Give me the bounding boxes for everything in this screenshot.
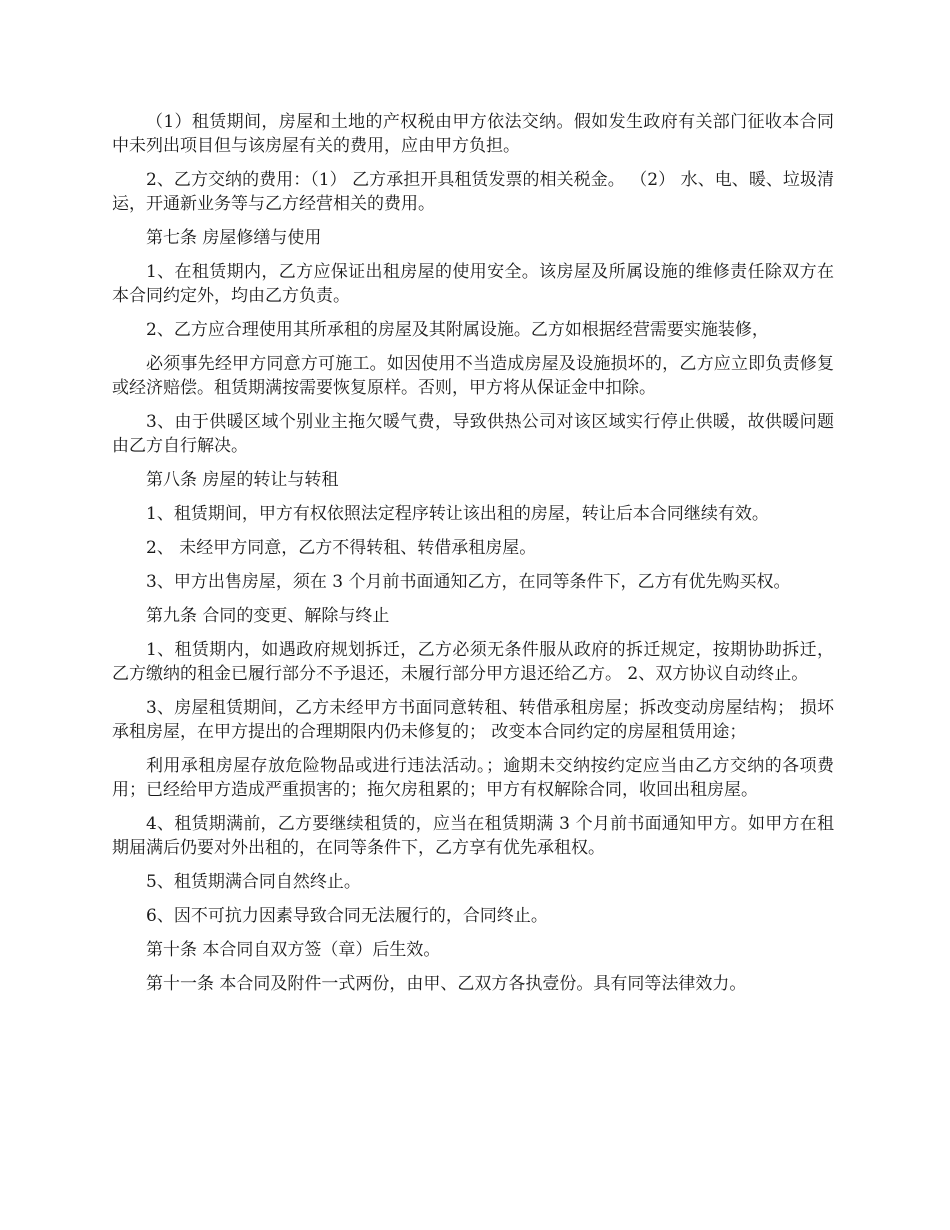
article-11-heading: 第十一条 本合同及附件一式两份，由甲、乙双方各执壹份。具有同等法律效力。 — [146, 974, 747, 994]
paragraph-article-8-item-3: 3、甲方出售房屋，须在 3 个月前书面通知乙方，在同等条件下，乙方有优先购买权。 — [146, 572, 791, 592]
paragraph-article-9-item-6: 6、因不可抗力因素导致合同无法履行的，合同终止。 — [146, 906, 548, 926]
paragraph-article-7-item-2-cont: 必须事先经甲方同意方可施工。如因使用不当造成房屋及设施损坏的，乙方应立即负责修复或经济赔偿。租赁期满按需要恢复原样。否则，甲方将从保证金中扣除。 — [112, 354, 834, 398]
article-7-heading: 第七条 房屋修缮与使用 — [146, 228, 322, 248]
paragraph-article-7-item-2: 2、乙方应合理使用其所承租的房屋及其附属设施。乙方如根据经营需要实施装修， — [146, 320, 769, 340]
paragraph-tenant-fees: 2、乙方交纳的费用：（1） 乙方承担开具租赁发票的相关税金。 （2） 水、电、暖、垃圾清运，开通新业务等与乙方经营相关的费用。 — [112, 170, 834, 214]
paragraph-tax-clause: （1）租赁期间，房屋和土地的产权税由甲方依法交纳。假如发生政府有关部门征收本合同中未列出项目但与该房屋有关的费用，应由甲方负担。 — [112, 112, 834, 156]
paragraph-article-7-item-1: 1、在租赁期内，乙方应保证出租房屋的使用安全。该房屋及所属设施的维修责任除双方在本合同约定外，均由乙方负责。 — [112, 262, 834, 306]
paragraph-article-8-item-1: 1、租赁期间，甲方有权依照法定程序转让该出租的房屋，转让后本合同继续有效。 — [146, 504, 769, 524]
paragraph-article-8-item-2: 2、 未经甲方同意，乙方不得转租、转借承租房屋。 — [146, 538, 537, 558]
paragraph-article-7-item-3: 3、由于供暖区域个别业主拖欠暖气费，导致供热公司对该区域实行停止供暖，故供暖问题由乙方自行解决。 — [112, 412, 834, 456]
article-10-heading: 第十条 本合同自双方签（章）后生效。 — [146, 940, 441, 960]
paragraph-article-9-item-3-cont: 利用承租房屋存放危险物品或进行违法活动。；逾期未交纳按约定应当由乙方交纳的各项费用；已经给甲方造成严重损害的；拖欠房租累的；甲方有权解除合同，收回出租房屋。 — [112, 756, 834, 800]
paragraph-article-9-item-4: 4、租赁期满前，乙方要继续租赁的，应当在租赁期满 3 个月前书面通知甲方。如甲方在租期届满后仍要对外出租的，在同等条件下，乙方享有优先承租权。 — [112, 814, 834, 858]
paragraph-article-9-item-3: 3、房屋租赁期间，乙方未经甲方书面同意转租、转借承租房屋；拆改变动房屋结构； 损坏承租房屋，在甲方提出的合理期限内仍未修复的； 改变本合同约定的房屋租赁用途； — [112, 698, 834, 742]
document-body — [112, 110, 834, 1006]
article-9-heading: 第九条 合同的变更、解除与终止 — [146, 606, 390, 626]
paragraph-article-9-item-1: 1、租赁期内，如遇政府规划拆迁，乙方必须无条件服从政府的拆迁规定，按期协助拆迁，乙方缴纳的租金已履行部分不予退还，未履行部分甲方退还给乙方。 2、双方协议自动终止。 — [112, 640, 834, 684]
article-8-heading: 第八条 房屋的转让与转租 — [146, 470, 339, 490]
paragraph-article-9-item-5: 5、租赁期满合同自然终止。 — [146, 872, 361, 892]
